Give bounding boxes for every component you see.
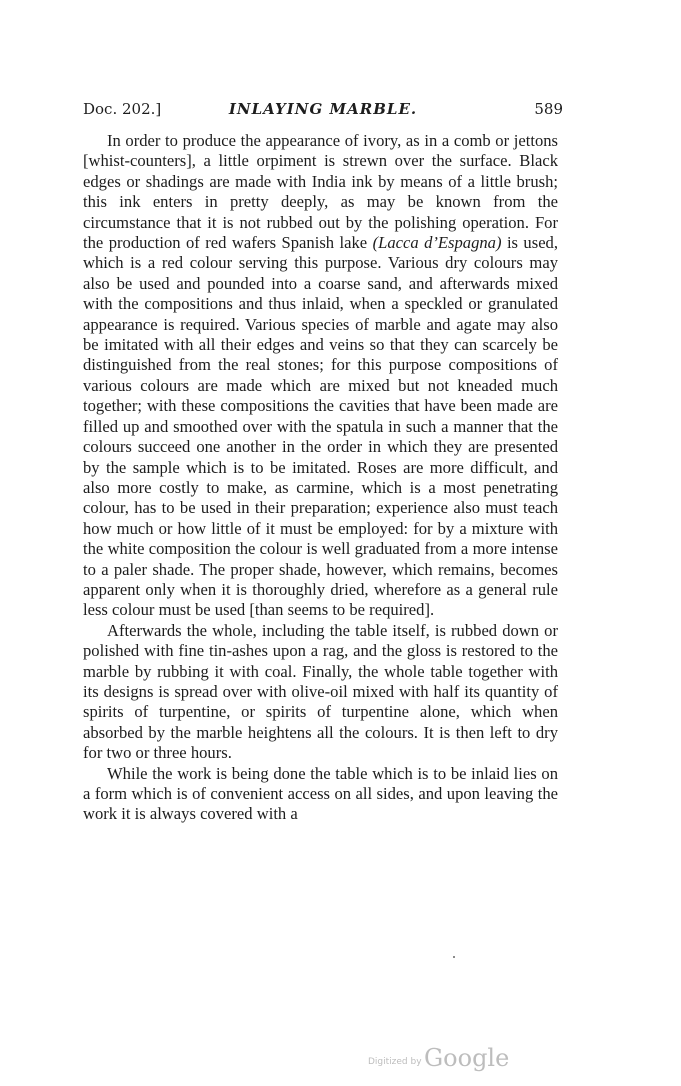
italic-term-lacca: (Lacca d’Espagna): [372, 233, 502, 253]
document-number: Doc. 202.]: [83, 100, 162, 118]
paragraph-1-text-after: is used, which is a red colour serving this purpose. Various dry colours may also be used and pounded into a coarse sand, and afterwards mixed with the compositions and thus inlaid, when a speckled or granulated appearance is required. Various species of marble and agate may also be imitated with all their edges and veins so that they can scarcely be distinguished from the real stones; for this purpose compositions of various colours are made which are mixed but not kneaded much together; with these compositions the cavities that have been made are filled up and smoothed over with the spatula in such a manner that the colours succeed one another in the order in which they are presented by the sample which is to be imitated. Roses are more difficult, and also more costly to make, as carmine, which is a most penetrating colour, has to be used in their preparation; experience also must teach how much or how little of it must be employed: for by a mixture with the white composition the colour is well graduated from a more intense to a paler shade. The proper shade, however, which remains, becomes apparent only when it is thoroughly dried, wherefore as a general rule less colour must be used [than seems to be required].: [83, 233, 558, 620]
running-header: [83, 100, 563, 122]
page-number: 589: [534, 100, 563, 118]
body-text: [83, 131, 558, 825]
running-title: INLAYING MARBLE.: [228, 100, 418, 118]
watermark-google-logo: Google: [424, 1044, 510, 1072]
ink-speck: [453, 956, 455, 958]
paragraph-1-text-before: In order to produce the appearance of ivory, as in a comb or jettons [whist-counters], a little orpiment is strewn over the surface. Black edges or shadings are made with India ink by means of a little brush; this ink enters in pretty deeply, as may be known from the circumstance that it is not rubbed out by the polishing operation. For the production of red wafers Spanish lake: [83, 131, 558, 253]
paragraph-ivory-and-colours: [83, 131, 558, 621]
paragraph-work-form: While the work is being done the table which is to be inlaid lies on a form which is of convenient access on all sides, and upon leaving the work it is always covered with a: [83, 763, 558, 824]
watermark-digitized-by: Digitized by: [368, 1057, 422, 1067]
paragraph-polishing: Afterwards the whole, including the table itself, is rubbed down or polished with fine tin-ashes upon a rag, and the gloss is restored to the marble by rubbing it with coal. Finally, the whole table together with its designs is spread over with olive-oil mixed with half its quantity of spirits of turpentine, or spirits of turpentine alone, which when absorbed by the marble heightens all the colours. It is then left to dry for two or three hours.: [83, 620, 558, 763]
